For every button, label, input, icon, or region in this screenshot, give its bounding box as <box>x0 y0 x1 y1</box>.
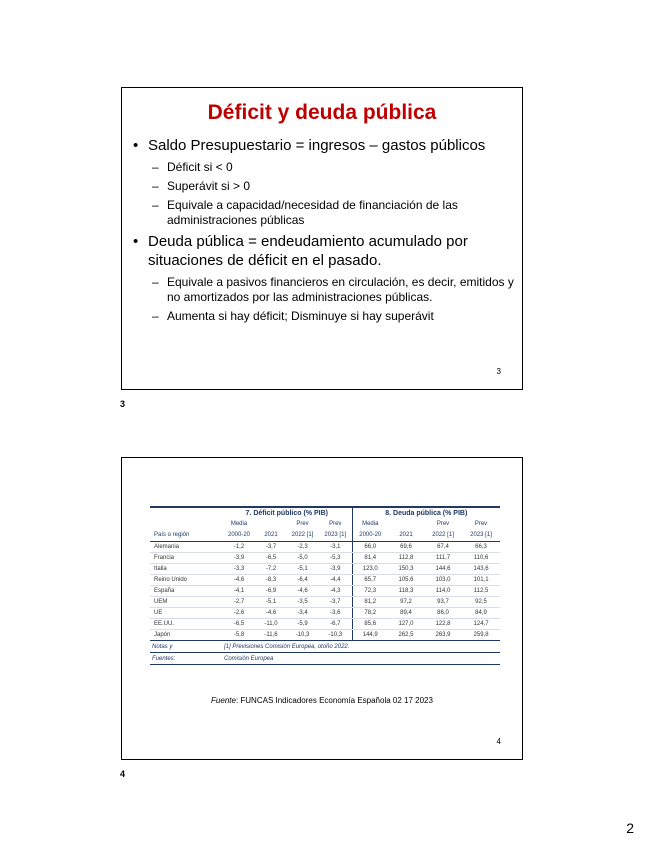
value-cell: -11,0 <box>256 619 286 630</box>
value-cell: -4,1 <box>222 586 256 597</box>
bullet-marker: • <box>133 233 139 250</box>
header-cell: Prev <box>474 521 488 527</box>
value-cell: 81,4 <box>352 553 388 564</box>
value-cell: 89,4 <box>388 608 424 619</box>
bullet-marker: – <box>152 198 159 212</box>
value-cell: 78,2 <box>352 608 388 619</box>
value-cell: -3,3 <box>222 564 256 575</box>
value-cell: -3,9 <box>222 553 256 564</box>
value-cell: 66,0 <box>352 542 388 553</box>
value-cell: -3,6 <box>319 608 352 619</box>
value-cell: 112,8 <box>388 553 424 564</box>
header-cell: Media <box>230 521 248 527</box>
header-cell: 2021 <box>388 529 424 542</box>
header-cell <box>388 519 424 529</box>
value-cell: 84,9 <box>462 608 500 619</box>
value-cell: -5,3 <box>319 553 352 564</box>
value-cell: 86,0 <box>424 608 462 619</box>
value-cell: -2,3 <box>286 542 319 553</box>
value-cell: 110,6 <box>462 553 500 564</box>
header-cell <box>256 519 286 529</box>
slide-title: Déficit y deuda pública <box>207 101 437 124</box>
table-row <box>150 564 500 575</box>
value-cell: -4,6 <box>286 586 319 597</box>
slide-3 <box>121 87 523 390</box>
value-cell: -6,5 <box>256 553 286 564</box>
value-cell: 262,5 <box>388 630 424 641</box>
header-cell: 2022 [1] <box>424 529 462 542</box>
country-cell: UE <box>150 608 222 619</box>
value-cell: 118,3 <box>388 586 424 597</box>
bullet-item <box>131 136 516 155</box>
sub-bullet-item <box>131 179 516 194</box>
header-cell: Prev <box>436 521 450 527</box>
value-cell: -3,5 <box>286 597 319 608</box>
header-cell: Prev <box>329 521 342 527</box>
country-cell: Italia <box>150 564 222 575</box>
bullet-text: Deuda pública = endeudamiento acumulado por situaciones de déficit en el pasado. <box>148 233 468 269</box>
value-cell: -2,7 <box>222 597 256 608</box>
value-cell: 69,6 <box>388 542 424 553</box>
value-cell: 72,3 <box>352 586 388 597</box>
value-cell: -4,4 <box>319 575 352 586</box>
country-cell: España <box>150 586 222 597</box>
bullet-marker: – <box>152 309 159 323</box>
value-cell: -6,9 <box>256 586 286 597</box>
bullet-item <box>131 232 516 270</box>
value-cell: 111,7 <box>424 553 462 564</box>
value-cell: -5,9 <box>286 619 319 630</box>
value-cell: -5,8 <box>222 630 256 641</box>
header-cell: Media <box>352 519 388 529</box>
country-cell: EE.UU. <box>150 619 222 630</box>
value-cell: 263,9 <box>424 630 462 641</box>
value-cell: -8,3 <box>256 575 286 586</box>
value-cell: -6,7 <box>319 619 352 630</box>
value-cell: 66,3 <box>462 542 500 553</box>
country-cell: Alemania <box>150 542 222 553</box>
deficit-debt-table <box>150 506 500 665</box>
table-row <box>150 542 500 553</box>
value-cell: 65,7 <box>352 575 388 586</box>
value-cell: 127,0 <box>388 619 424 630</box>
value-cell: -5,1 <box>256 597 286 608</box>
value-cell: -10,3 <box>286 630 319 641</box>
table-header-row-1 <box>150 519 500 529</box>
value-cell: 105,6 <box>388 575 424 586</box>
header-cell: Prev <box>296 521 309 527</box>
bullet-text: Aumenta si hay déficit; Disminuye si hay superávit <box>167 309 434 323</box>
table-row <box>150 553 500 564</box>
header-cell: 2000-20 <box>222 529 256 542</box>
value-cell: 259,8 <box>462 630 500 641</box>
value-cell: -4,3 <box>319 586 352 597</box>
table-row <box>150 608 500 619</box>
value-cell: -4,6 <box>256 608 286 619</box>
value-cell: -3,7 <box>256 542 286 553</box>
bullet-text: Saldo Presupuestario = ingresos – gastos públicos <box>148 137 486 154</box>
deficit-group-header: 7. Déficit público (% PIB) <box>222 507 352 519</box>
value-cell: -7,2 <box>256 564 286 575</box>
note-label: Fuentes: <box>150 653 222 665</box>
header-cell: 2022 [1] <box>286 529 319 542</box>
value-cell: 97,2 <box>388 597 424 608</box>
source-caption-text: : FUNCAS Indicadores Economía Española 02 17 2023 <box>235 696 433 705</box>
country-cell: UEM <box>150 597 222 608</box>
country-cell: Japón <box>150 630 222 641</box>
value-cell: -4,6 <box>222 575 256 586</box>
value-cell: 144,9 <box>352 630 388 641</box>
value-cell: 114,0 <box>424 586 462 597</box>
value-cell: -6,4 <box>286 575 319 586</box>
bullet-marker: – <box>152 275 159 289</box>
header-cell: 2023 [1] <box>319 529 352 542</box>
note-label: Notas y <box>150 641 222 653</box>
value-cell: 92,5 <box>462 597 500 608</box>
header-cell: 2021 <box>256 529 286 542</box>
value-cell: 67,4 <box>424 542 462 553</box>
value-cell: -11,6 <box>256 630 286 641</box>
table-row <box>150 575 500 586</box>
value-cell: -3,1 <box>319 542 352 553</box>
bullet-marker: – <box>152 179 159 193</box>
value-cell: -5,0 <box>286 553 319 564</box>
table-header-row-2 <box>150 529 500 542</box>
sources-row <box>150 653 500 665</box>
bullet-text: Equivale a pasivos financieros en circulación, es decir, emitidos y no amortizados por las administraciones públicas. <box>167 275 514 304</box>
value-cell: -1,2 <box>222 542 256 553</box>
source-caption-label: Fuente <box>211 696 236 705</box>
value-cell: -2,6 <box>222 608 256 619</box>
country-cell: Francia <box>150 553 222 564</box>
note-text: [1] Previsiones Comisión Europea, otoño 2022. <box>222 641 500 653</box>
value-cell: 143,6 <box>462 564 500 575</box>
value-cell: -3,9 <box>319 564 352 575</box>
table-group-header <box>150 507 500 519</box>
value-cell: 112,5 <box>462 586 500 597</box>
table-row <box>150 630 500 641</box>
note-text: Comisión Europea <box>222 653 500 665</box>
sub-bullet-item <box>131 160 516 175</box>
bullet-list <box>131 136 516 328</box>
value-cell: -10,3 <box>319 630 352 641</box>
value-cell: 124,7 <box>462 619 500 630</box>
value-cell: 103,0 <box>424 575 462 586</box>
value-cell: -5,1 <box>286 564 319 575</box>
page-label: 4 <box>120 769 126 779</box>
value-cell: -6,5 <box>222 619 256 630</box>
page-label: 3 <box>120 399 126 409</box>
sheet-number: 2 <box>626 820 634 836</box>
header-cell <box>150 519 222 529</box>
header-cell: 2000-20 <box>352 529 388 542</box>
value-cell: 122,8 <box>424 619 462 630</box>
sub-bullet-item <box>131 309 516 324</box>
slide-number: 4 <box>496 737 501 746</box>
bullet-text: Superávit si > 0 <box>167 179 251 193</box>
value-cell: -3,4 <box>286 608 319 619</box>
value-cell: 150,3 <box>388 564 424 575</box>
country-cell: Reino Unido <box>150 575 222 586</box>
bullet-marker: • <box>133 137 139 154</box>
table-row <box>150 597 500 608</box>
value-cell: 93,7 <box>424 597 462 608</box>
slide-4 <box>121 457 523 760</box>
value-cell: -3,7 <box>319 597 352 608</box>
sub-bullet-item <box>131 275 516 305</box>
slide-number: 3 <box>496 367 501 376</box>
header-cell: País o región <box>150 529 222 542</box>
value-cell: 101,1 <box>462 575 500 586</box>
deficit-debt-table-wrapper <box>150 506 500 665</box>
bullet-text: Déficit si < 0 <box>167 160 233 174</box>
value-cell: 144,6 <box>424 564 462 575</box>
header-cell: 2023 [1] <box>462 529 500 542</box>
bullet-marker: – <box>152 160 159 174</box>
table-row <box>150 586 500 597</box>
source-caption <box>122 696 522 705</box>
value-cell: 81,2 <box>352 597 388 608</box>
value-cell: 85,6 <box>352 619 388 630</box>
value-cell: 123,0 <box>352 564 388 575</box>
debt-group-header: 8. Deuda pública (% PIB) <box>352 507 500 519</box>
table-row <box>150 619 500 630</box>
bullet-text: Equivale a capacidad/necesidad de financiación de las administraciones públicas <box>167 198 458 227</box>
sub-bullet-item <box>131 198 516 228</box>
notes-row <box>150 641 500 653</box>
